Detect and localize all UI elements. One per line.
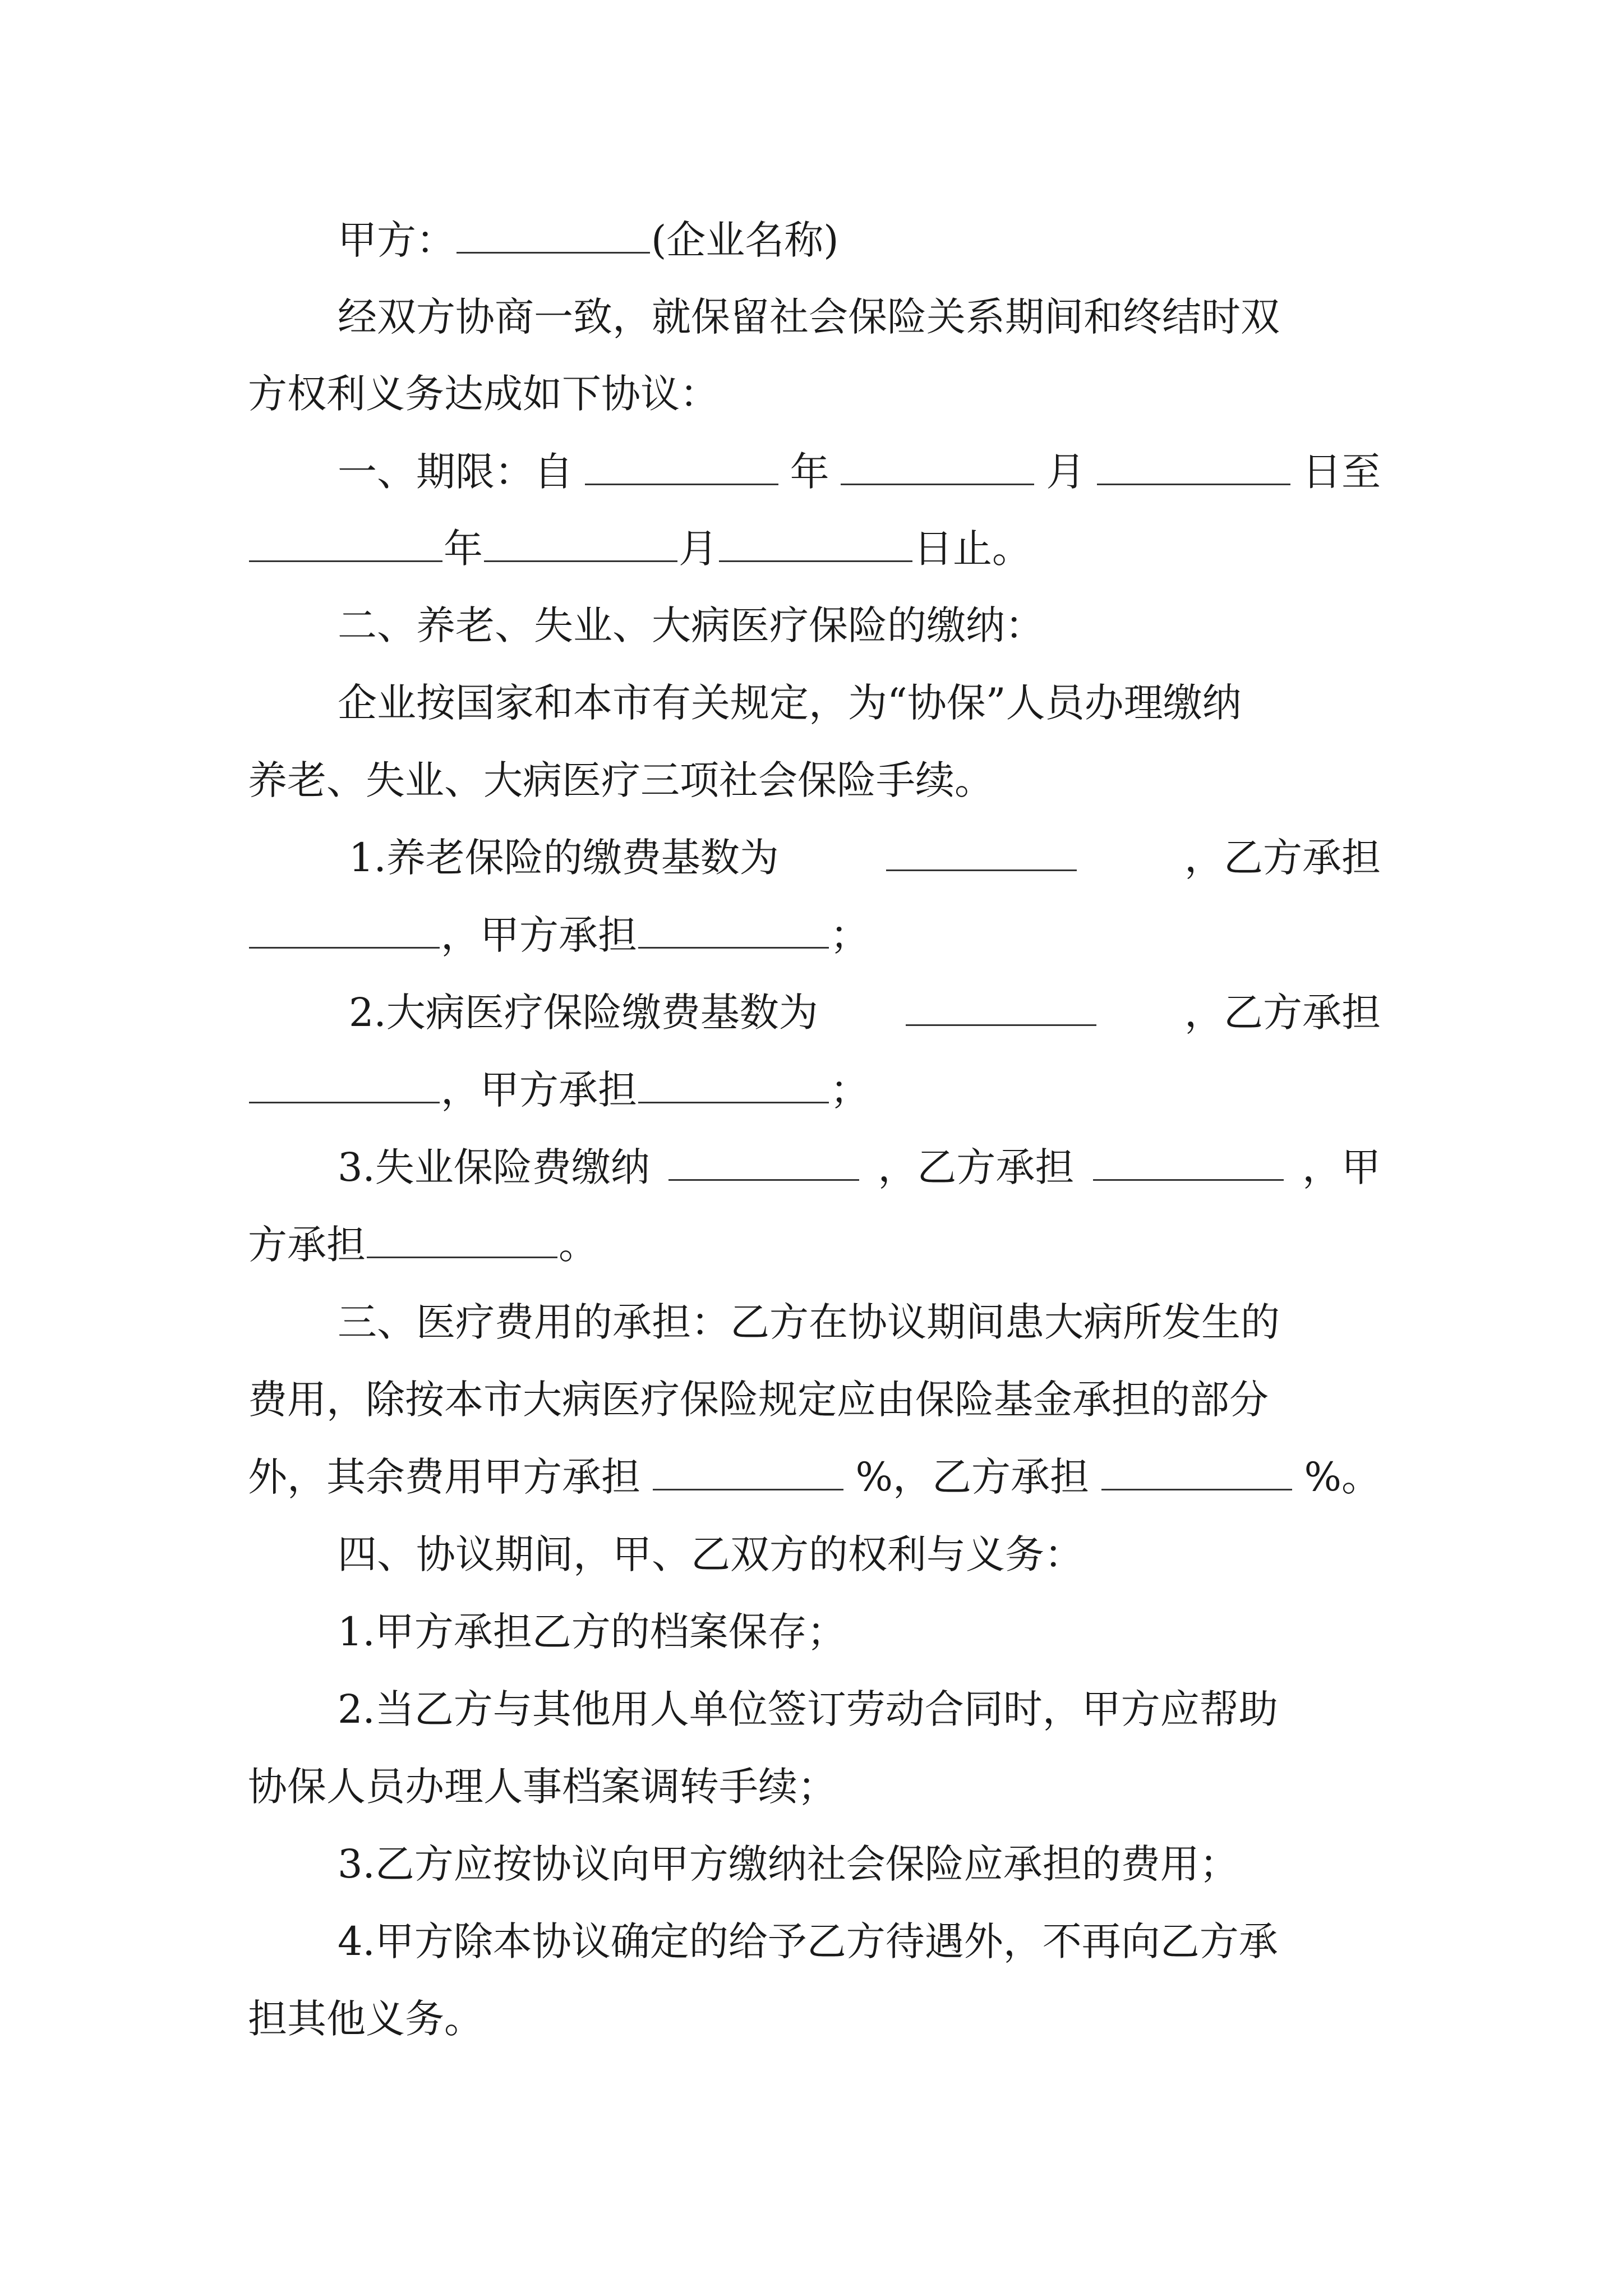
unemployment-party-a-blank <box>367 1217 557 1258</box>
section-4-text-2b: 协保人员办理人事档案调转手续； <box>248 1764 837 1810</box>
pension-base-label: 1.养老保险的缴费基数为 <box>349 835 779 881</box>
end-day-blank <box>719 521 912 562</box>
start-year-blank <box>585 444 778 485</box>
section-4-text-4a: 4.甲方除本协议确定的给予乙方待遇外，不再向乙方承 <box>338 1918 1278 1964</box>
day-to-unit: 日至 <box>1302 449 1381 495</box>
medical-line-2 <box>248 1059 1381 1121</box>
pension-base-blank <box>886 830 1077 871</box>
party-a-share-label: 方承担 <box>248 1222 366 1268</box>
end-month-blank <box>484 521 677 562</box>
semicolon: ； <box>830 912 869 958</box>
term-line-1 <box>338 441 1381 503</box>
party-a-prefix: ，甲 <box>1302 1144 1381 1190</box>
company-name-hint: (企业名称) <box>651 217 839 263</box>
section-2-title: 二、养老、失业、大病医疗保险的缴纳： <box>338 602 1044 648</box>
section-2-heading <box>338 595 1381 656</box>
section-4-text-2a: 2.当乙方与其他用人单位签订劳动合同时，甲方应帮助 <box>338 1686 1278 1732</box>
end-year-blank <box>249 521 442 562</box>
party-a-share-label: ，甲方承担 <box>441 912 637 958</box>
section-3-text-1: 三、医疗费用的承担：乙方在协议期间患大病所发生的 <box>338 1299 1280 1345</box>
section-4-text-1: 1.甲方承担乙方的档案保存； <box>338 1609 846 1655</box>
section-4-text-4b: 担其他义务。 <box>248 1996 483 2042</box>
unemployment-label: 3.失业保险费缴纳 <box>338 1144 650 1190</box>
section-2-line-2 <box>248 749 1381 811</box>
section-2-line-1 <box>338 672 1381 734</box>
section-2-text-2: 养老、失业、大病医疗三项社会保险手续。 <box>248 757 994 803</box>
medical-party-b-blank <box>249 1062 440 1103</box>
section-2-text-1: 企业按国家和本市有关规定，为“协保”人员办理缴纳 <box>338 680 1242 726</box>
party-a-percent-label: 外，其余费用甲方承担 <box>248 1454 640 1500</box>
section-4-item-1 <box>338 1601 1381 1663</box>
section-4-title: 四、协议期间，甲、乙双方的权利与义务： <box>338 1531 1083 1577</box>
term-label: 一、期限：自 <box>338 449 573 495</box>
medical-line-1 <box>349 982 1381 1043</box>
party-b-share-label: ，乙方承担 <box>1184 990 1381 1036</box>
month-unit: 月 <box>679 526 718 572</box>
unemployment-amount-blank <box>668 1140 859 1181</box>
section-3-line-1 <box>338 1291 1381 1353</box>
period: 。 <box>559 1222 598 1268</box>
party-a-percent-blank <box>653 1450 843 1490</box>
unemployment-line-1 <box>338 1137 1381 1198</box>
pension-line-2 <box>248 904 1381 966</box>
pension-line-1 <box>349 827 1381 889</box>
medical-party-a-blank <box>638 1062 829 1103</box>
percent-end: %。 <box>1304 1454 1381 1500</box>
intro-text-1: 经双方协商一致，就保留社会保险关系期间和终结时双 <box>338 294 1280 340</box>
semicolon: ； <box>830 1067 869 1113</box>
section-3-line-3 <box>248 1446 1381 1508</box>
party-a-share-label: ，甲方承担 <box>441 1067 637 1113</box>
section-3-text-2: 费用，除按本市大病医疗保险规定应由保险基金承担的部分 <box>248 1377 1269 1423</box>
party-b-percent-blank <box>1101 1450 1292 1490</box>
party-a-line <box>338 209 1381 271</box>
month-unit: 月 <box>1046 449 1086 495</box>
start-day-blank <box>1097 444 1290 485</box>
year-unit: 年 <box>790 449 829 495</box>
section-3-line-2 <box>248 1369 1381 1430</box>
pension-party-b-blank <box>249 908 440 949</box>
company-name-blank <box>457 213 650 254</box>
intro-line-1 <box>338 286 1381 348</box>
year-unit: 年 <box>444 526 483 572</box>
unemployment-line-2 <box>248 1214 1381 1276</box>
section-4-item-2-line-1 <box>338 1678 1381 1740</box>
section-4-item-2-line-2 <box>248 1756 1381 1818</box>
party-b-share-label: ，乙方承担 <box>1184 835 1381 881</box>
section-4-text-3: 3.乙方应按协议向甲方缴纳社会保险应承担的费用； <box>338 1841 1239 1887</box>
party-b-percent-label: %，乙方承担 <box>855 1454 1089 1500</box>
day-end-unit: 日止。 <box>914 526 1031 572</box>
medical-base-label: 2.大病医疗保险缴费基数为 <box>349 990 818 1036</box>
section-4-heading <box>338 1524 1381 1585</box>
intro-line-2 <box>248 363 1381 425</box>
section-4-item-4-line-2 <box>248 1988 1381 2050</box>
medical-base-blank <box>906 985 1096 1026</box>
intro-text-2: 方权利义务达成如下协议： <box>248 371 719 417</box>
start-month-blank <box>841 444 1034 485</box>
section-4-item-3 <box>338 1833 1381 1895</box>
term-line-2 <box>248 518 1381 579</box>
pension-party-a-blank <box>638 908 829 949</box>
section-4-item-4-line-1 <box>338 1911 1381 1972</box>
party-b-share-label: ，乙方承担 <box>878 1144 1075 1190</box>
party-a-label: 甲方： <box>338 217 455 263</box>
unemployment-party-b-blank <box>1093 1140 1284 1181</box>
